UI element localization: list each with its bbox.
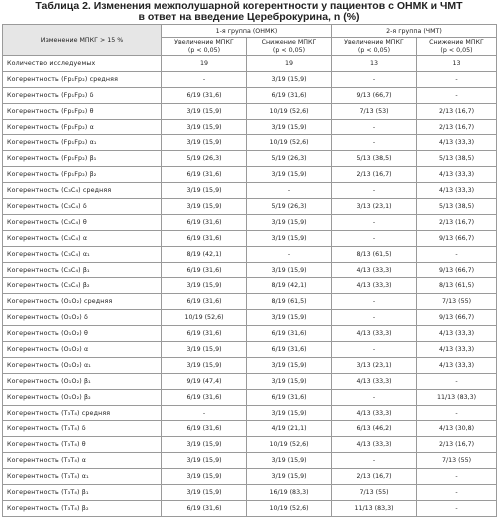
row-value-cell: - bbox=[332, 183, 417, 199]
row-value-cell: 10/19 (52,6) bbox=[247, 103, 332, 119]
table-row bbox=[3, 278, 497, 294]
row-label: Когерентность (Fp₁Fp₂) α₁ bbox=[3, 135, 162, 151]
row-label: Когерентность (C₃C₄) средняя bbox=[3, 183, 162, 199]
header-g2-increase-p: (p < 0,05) bbox=[357, 46, 391, 54]
row-value-cell: 6/19 (31,6) bbox=[162, 167, 247, 183]
row-value-cell: 6/19 (31,6) bbox=[162, 500, 247, 516]
row-value-cell: 4/13 (33,3) bbox=[332, 262, 417, 278]
row-value-cell: 4/13 (33,3) bbox=[417, 167, 497, 183]
header-g1-decrease-p: (p < 0,05) bbox=[272, 46, 306, 54]
row-value-cell: 4/13 (30,8) bbox=[417, 421, 497, 437]
row-value-cell: - bbox=[417, 373, 497, 389]
row-value-cell: - bbox=[332, 214, 417, 230]
row-label: Когерентность (O₁O₂) α₁ bbox=[3, 357, 162, 373]
row-label: Когерентность (Fp₁Fp₂) θ bbox=[3, 103, 162, 119]
table-row bbox=[3, 373, 497, 389]
row-value-cell: 9/13 (66,7) bbox=[332, 87, 417, 103]
row-value-cell: 3/19 (15,9) bbox=[247, 214, 332, 230]
row-label: Количество исследуемых bbox=[3, 56, 162, 72]
table-row bbox=[3, 389, 497, 405]
row-value-cell: 4/19 (21,1) bbox=[247, 421, 332, 437]
row-value-cell: 10/19 (52,6) bbox=[247, 500, 332, 516]
header-g2-decrease-p: (p < 0,05) bbox=[440, 46, 473, 54]
table-row bbox=[3, 246, 497, 262]
row-value-cell: 4/13 (33,3) bbox=[417, 183, 497, 199]
row-value-cell: 9/13 (66,7) bbox=[417, 310, 497, 326]
row-value-cell: 3/19 (15,9) bbox=[247, 469, 332, 485]
row-value-cell: 8/19 (61,5) bbox=[247, 294, 332, 310]
row-value-cell: 3/19 (15,9) bbox=[247, 310, 332, 326]
row-value-cell: 4/13 (33,3) bbox=[417, 342, 497, 358]
header-g1-decrease bbox=[247, 38, 332, 56]
row-value-cell: 6/19 (31,6) bbox=[247, 342, 332, 358]
row-value-cell: - bbox=[417, 500, 497, 516]
row-label: Когерентность (T₃T₄) средняя bbox=[3, 405, 162, 421]
row-value-cell: 4/13 (33,3) bbox=[417, 357, 497, 373]
table-row bbox=[3, 421, 497, 437]
row-value-cell: 4/13 (33,3) bbox=[332, 373, 417, 389]
row-value-cell: 3/19 (15,9) bbox=[247, 230, 332, 246]
row-value-cell: - bbox=[332, 389, 417, 405]
row-value-cell: 2/13 (16,7) bbox=[332, 469, 417, 485]
table-row bbox=[3, 262, 497, 278]
row-label: Когерентность (Fp₁Fp₂) β₁ bbox=[3, 151, 162, 167]
table-row bbox=[3, 183, 497, 199]
row-value-cell: 7/13 (53) bbox=[332, 103, 417, 119]
row-value-cell: 3/19 (15,9) bbox=[162, 437, 247, 453]
row-value-cell: - bbox=[332, 310, 417, 326]
row-value-cell: 19 bbox=[162, 56, 247, 72]
row-value-cell: - bbox=[332, 71, 417, 87]
row-value-cell: 6/19 (31,6) bbox=[162, 326, 247, 342]
row-value-cell: 5/13 (38,5) bbox=[417, 199, 497, 215]
table-row bbox=[3, 167, 497, 183]
header-g2-increase bbox=[332, 38, 417, 56]
row-label: Когерентность (O₁O₂) β₂ bbox=[3, 389, 162, 405]
table-row bbox=[3, 469, 497, 485]
row-value-cell: 6/19 (31,6) bbox=[162, 214, 247, 230]
row-value-cell: - bbox=[332, 135, 417, 151]
table-row bbox=[3, 485, 497, 501]
row-value-cell: 11/13 (83,3) bbox=[332, 500, 417, 516]
row-value-cell: 3/19 (15,9) bbox=[162, 485, 247, 501]
table-row bbox=[3, 326, 497, 342]
row-label: Когерентность (C₃C₄) α₁ bbox=[3, 246, 162, 262]
row-value-cell: 6/19 (31,6) bbox=[162, 87, 247, 103]
row-label: Когерентность (T₃T₄) δ bbox=[3, 421, 162, 437]
row-value-cell: - bbox=[417, 246, 497, 262]
row-value-cell: 4/13 (33,3) bbox=[417, 135, 497, 151]
header-g2-decrease-label: Снижение МПКГ bbox=[429, 38, 484, 46]
row-value-cell: 13 bbox=[332, 56, 417, 72]
row-value-cell: 4/13 (33,3) bbox=[332, 405, 417, 421]
table-row bbox=[3, 87, 497, 103]
row-label: Когерентность (C₃C₄) β₁ bbox=[3, 262, 162, 278]
row-value-cell: 3/19 (15,9) bbox=[162, 453, 247, 469]
header-g1-increase-label: Увеличение МПКГ bbox=[174, 38, 234, 46]
row-value-cell: 5/19 (26,3) bbox=[247, 151, 332, 167]
table-row bbox=[3, 56, 497, 72]
row-value-cell: - bbox=[332, 230, 417, 246]
table-row bbox=[3, 294, 497, 310]
row-value-cell: 3/19 (15,9) bbox=[162, 135, 247, 151]
row-value-cell: 4/13 (33,3) bbox=[332, 278, 417, 294]
row-value-cell: - bbox=[417, 71, 497, 87]
row-value-cell: 6/19 (31,6) bbox=[247, 87, 332, 103]
row-value-cell: 7/13 (55) bbox=[417, 453, 497, 469]
table-row bbox=[3, 214, 497, 230]
row-value-cell: 3/19 (15,9) bbox=[247, 119, 332, 135]
header-g2-increase-label: Увеличение МПКГ bbox=[344, 38, 404, 46]
row-value-cell: 7/13 (55) bbox=[332, 485, 417, 501]
row-value-cell: 4/13 (33,3) bbox=[332, 437, 417, 453]
table-row bbox=[3, 151, 497, 167]
row-label: Когерентность (Fp₁Fp₂) средняя bbox=[3, 71, 162, 87]
row-value-cell: 3/19 (15,9) bbox=[247, 405, 332, 421]
row-value-cell: - bbox=[417, 485, 497, 501]
table-row bbox=[3, 405, 497, 421]
row-value-cell: 2/13 (16,7) bbox=[417, 437, 497, 453]
row-label: Когерентность (C₃C₄) θ bbox=[3, 214, 162, 230]
row-label: Когерентность (Fp₁Fp₂) β₂ bbox=[3, 167, 162, 183]
row-value-cell: 9/19 (47,4) bbox=[162, 373, 247, 389]
header-group2: 2-я группа (ЧМТ) bbox=[332, 25, 497, 38]
row-value-cell: 6/19 (31,6) bbox=[247, 326, 332, 342]
row-value-cell: 3/19 (15,9) bbox=[247, 167, 332, 183]
table-title-line1: Таблица 2. Изменения межполушарной когерентности у пациентов с ОНМК и ЧМТ bbox=[35, 0, 463, 12]
row-value-cell: 3/19 (15,9) bbox=[162, 183, 247, 199]
row-value-cell: - bbox=[332, 342, 417, 358]
row-value-cell: - bbox=[417, 405, 497, 421]
row-label: Когерентность (Fp₁Fp₂) α bbox=[3, 119, 162, 135]
row-value-cell: 7/13 (55) bbox=[417, 294, 497, 310]
row-value-cell: - bbox=[162, 71, 247, 87]
row-value-cell: 3/19 (15,9) bbox=[162, 342, 247, 358]
row-value-cell: 10/19 (52,6) bbox=[247, 437, 332, 453]
header-g1-increase bbox=[162, 38, 247, 56]
row-label: Когерентность (C₃C₄) α bbox=[3, 230, 162, 246]
row-value-cell: 3/19 (15,9) bbox=[247, 357, 332, 373]
row-label: Когерентность (T₃T₄) θ bbox=[3, 437, 162, 453]
header-g2-decrease bbox=[417, 38, 497, 56]
row-label: Когерентность (O₁O₂) β₁ bbox=[3, 373, 162, 389]
row-value-cell: 5/13 (38,5) bbox=[332, 151, 417, 167]
row-value-cell: 3/19 (15,9) bbox=[247, 71, 332, 87]
row-label: Когерентность (O₁O₂) θ bbox=[3, 326, 162, 342]
row-value-cell: 6/19 (31,6) bbox=[162, 262, 247, 278]
row-value-cell: 3/19 (15,9) bbox=[162, 103, 247, 119]
row-label: Когерентность (T₃T₄) β₂ bbox=[3, 500, 162, 516]
row-value-cell: 2/13 (16,7) bbox=[417, 119, 497, 135]
row-value-cell: 2/13 (16,7) bbox=[417, 214, 497, 230]
table-row bbox=[3, 199, 497, 215]
row-label: Когерентность (C₃C₄) δ bbox=[3, 199, 162, 215]
row-value-cell: 9/13 (66,7) bbox=[417, 262, 497, 278]
row-value-cell: - bbox=[332, 453, 417, 469]
table-row bbox=[3, 500, 497, 516]
header-row-groups bbox=[3, 25, 497, 38]
row-value-cell: 9/13 (66,7) bbox=[417, 230, 497, 246]
row-label: Когерентность (O₁O₂) δ bbox=[3, 310, 162, 326]
table-row bbox=[3, 453, 497, 469]
row-value-cell: 8/13 (61,5) bbox=[332, 246, 417, 262]
row-value-cell: 8/19 (42,1) bbox=[162, 246, 247, 262]
row-value-cell: 6/19 (31,6) bbox=[162, 421, 247, 437]
table-row bbox=[3, 135, 497, 151]
row-value-cell: 5/19 (26,3) bbox=[247, 199, 332, 215]
row-value-cell: 10/19 (52,6) bbox=[162, 310, 247, 326]
row-value-cell: 3/19 (15,9) bbox=[162, 469, 247, 485]
row-value-cell: 5/13 (38,5) bbox=[417, 151, 497, 167]
row-value-cell: 6/13 (46,2) bbox=[332, 421, 417, 437]
row-value-cell: 19 bbox=[247, 56, 332, 72]
row-value-cell: - bbox=[417, 87, 497, 103]
table-row bbox=[3, 310, 497, 326]
row-value-cell: - bbox=[162, 405, 247, 421]
table-row bbox=[3, 103, 497, 119]
row-label: Когерентность (Fp₁Fp₂) δ bbox=[3, 87, 162, 103]
row-value-cell: 6/19 (31,6) bbox=[162, 294, 247, 310]
table-title-line2: в ответ на введение Цереброкурина, n (%) bbox=[138, 11, 360, 23]
row-value-cell: 6/19 (31,6) bbox=[162, 389, 247, 405]
row-label: Когерентность (T₃T₄) β₁ bbox=[3, 485, 162, 501]
header-g1-decrease-label: Снижение МПКГ bbox=[261, 38, 317, 46]
table-row bbox=[3, 230, 497, 246]
row-value-cell: 5/19 (26,3) bbox=[162, 151, 247, 167]
row-value-cell: 3/19 (15,9) bbox=[247, 262, 332, 278]
row-value-cell: 3/19 (15,9) bbox=[162, 199, 247, 215]
table-row bbox=[3, 357, 497, 373]
row-value-cell: 6/19 (31,6) bbox=[162, 230, 247, 246]
row-label: Когерентность (C₃C₄) β₂ bbox=[3, 278, 162, 294]
table-row bbox=[3, 71, 497, 87]
table-row bbox=[3, 342, 497, 358]
table-row bbox=[3, 119, 497, 135]
row-value-cell: 4/13 (33,3) bbox=[332, 326, 417, 342]
row-label: Когерентность (T₃T₄) α₁ bbox=[3, 469, 162, 485]
row-value-cell: 8/19 (42,1) bbox=[247, 278, 332, 294]
table-title bbox=[0, 1, 498, 23]
header-g1-increase-p: (p < 0,05) bbox=[187, 46, 221, 54]
row-label: Когерентность (T₃T₄) α bbox=[3, 453, 162, 469]
header-group1: 1-я группа (ОНМК) bbox=[162, 25, 332, 38]
row-value-cell: - bbox=[247, 183, 332, 199]
row-value-cell: - bbox=[332, 294, 417, 310]
row-label: Когерентность (O₁O₂) средняя bbox=[3, 294, 162, 310]
row-value-cell: 3/13 (23,1) bbox=[332, 357, 417, 373]
row-value-cell: 13 bbox=[417, 56, 497, 72]
row-value-cell: - bbox=[417, 469, 497, 485]
row-value-cell: 10/19 (52,6) bbox=[247, 135, 332, 151]
coherence-table bbox=[2, 24, 497, 517]
table-row bbox=[3, 437, 497, 453]
row-value-cell: - bbox=[247, 246, 332, 262]
row-value-cell: 3/13 (23,1) bbox=[332, 199, 417, 215]
row-value-cell: 2/13 (16,7) bbox=[332, 167, 417, 183]
row-value-cell: 3/19 (15,9) bbox=[247, 373, 332, 389]
row-value-cell: 3/19 (15,9) bbox=[162, 278, 247, 294]
row-value-cell: 2/13 (16,7) bbox=[417, 103, 497, 119]
row-value-cell: 3/19 (15,9) bbox=[162, 119, 247, 135]
row-value-cell: 11/13 (83,3) bbox=[417, 389, 497, 405]
row-value-cell: 3/19 (15,9) bbox=[162, 357, 247, 373]
row-value-cell: - bbox=[332, 119, 417, 135]
row-value-cell: 4/13 (33,3) bbox=[417, 326, 497, 342]
row-label: Когерентность (O₁O₂) α bbox=[3, 342, 162, 358]
header-change-label: Изменение МПКГ > 15 % bbox=[3, 25, 162, 56]
row-value-cell: 3/19 (15,9) bbox=[247, 453, 332, 469]
row-value-cell: 8/13 (61,5) bbox=[417, 278, 497, 294]
row-value-cell: 16/19 (83,3) bbox=[247, 485, 332, 501]
row-value-cell: 6/19 (31,6) bbox=[247, 389, 332, 405]
